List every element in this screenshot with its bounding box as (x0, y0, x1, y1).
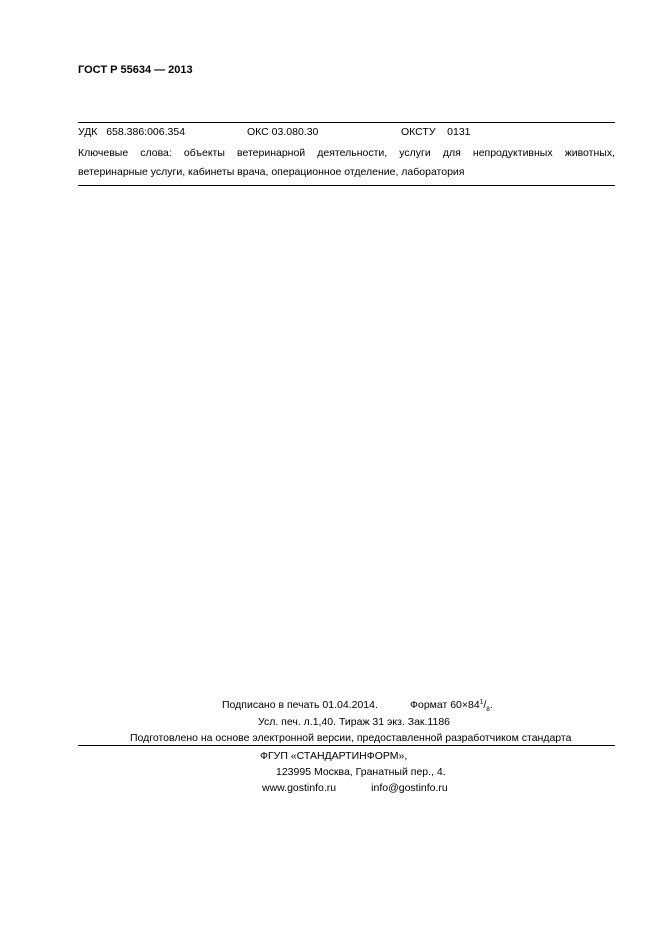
divider-top (78, 122, 615, 123)
email-link[interactable]: info@gostinfo.ru (371, 782, 448, 794)
udk-code (78, 126, 185, 138)
publisher-address: 123995 Москва, Гранатный пер., 4. (276, 766, 446, 778)
oks-label: ОКС (247, 126, 269, 138)
keywords-line-1: Ключевые слова: объекты ветеринарной деятельности, услуги для непродуктивных животных, (78, 147, 615, 159)
okstu-value: 0131 (447, 126, 471, 138)
publisher-name: ФГУП «СТАНДАРТИНФОРМ», (260, 750, 408, 762)
oks-value: 03.080.30 (271, 126, 319, 138)
print-format: Формат $60\times 84^1/_8$. (410, 698, 493, 714)
divider-keywords (78, 185, 615, 186)
format-fraction-den: 8 (486, 706, 490, 714)
udk-value: 658.386:006.354 (106, 126, 186, 138)
website-link[interactable]: www.gostinfo.ru (262, 782, 337, 794)
prepared-note: Подготовлено на основе электронной версии, предоставленной разработчиком стандарта (130, 732, 572, 744)
okstu-label: ОКСТУ (401, 126, 436, 138)
format-fraction-num: 1 (479, 698, 484, 706)
oks-code (247, 126, 318, 138)
format-label: Формат 60×84 (410, 699, 480, 711)
udk-label: УДК (78, 126, 98, 138)
publisher-contacts (262, 782, 448, 794)
imprint-signed-format (222, 698, 493, 714)
signed-date: Подписано в печать 01.04.2014. (222, 699, 378, 711)
format-end: . (489, 699, 493, 711)
okstu-code (401, 126, 471, 138)
document-standard-id: ГОСТ Р 55634 — 2013 (78, 64, 193, 76)
divider-imprint (78, 745, 615, 746)
keywords-line-2: ветеринарные услуги, кабинеты врача, операционное отделение, лаборатория (78, 166, 465, 178)
print-sheets-run: Усл. печ. л.1,40. Тираж 31 экз. Зак.1186 (258, 716, 450, 728)
